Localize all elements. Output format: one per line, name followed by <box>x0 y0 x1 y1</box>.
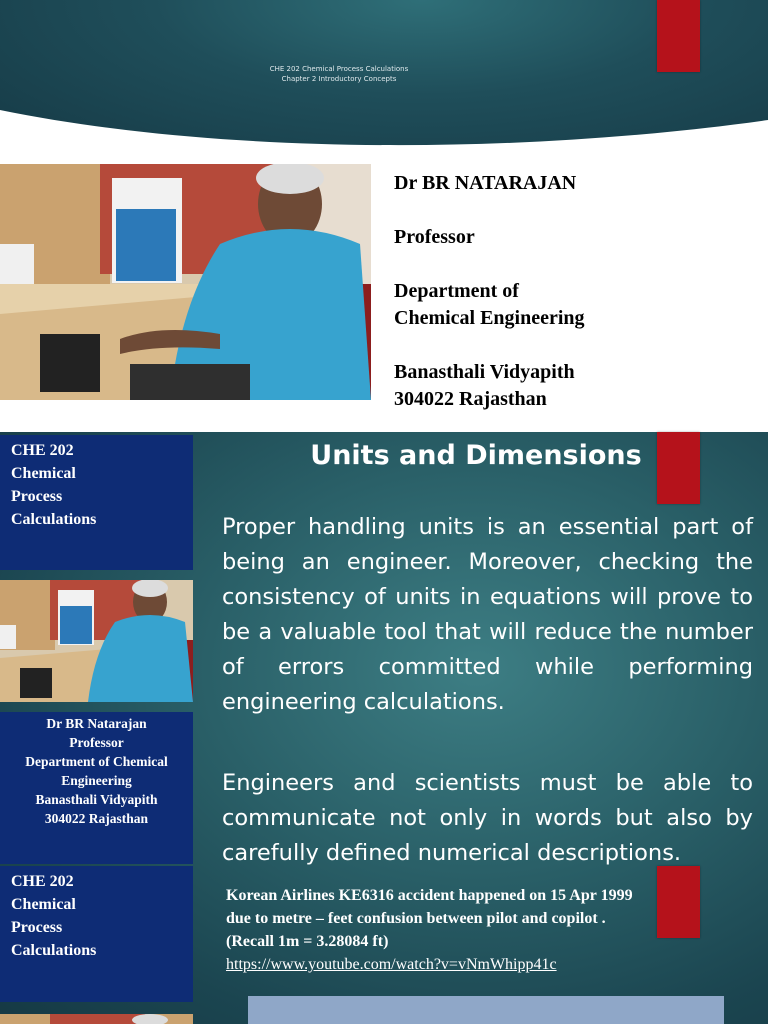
sidebar-course-block <box>0 435 193 570</box>
department-line-1: Department of <box>394 280 519 302</box>
sidebar-professor-line: Banasthali Vidyapith <box>35 792 158 807</box>
sidebar-professor-line: Dr BR Natarajan <box>46 716 147 731</box>
slide-1 <box>0 0 768 432</box>
sidebar-professor-block <box>0 712 193 864</box>
sidebar-course-line: CHE 202 <box>11 442 74 459</box>
sidebar-professor-line: Engineering <box>61 773 132 788</box>
professor-info <box>394 170 754 413</box>
header-course-title: CHE 202 Chemical Process Calculations <box>269 65 409 73</box>
sidebar-course-line: Process <box>11 919 63 936</box>
sidebar-photo-partial <box>0 1014 193 1024</box>
youtube-link[interactable]: https://www.youtube.com/watch?v=vNmWhipp41c <box>226 956 557 973</box>
department-line-2: Chemical Engineering <box>394 307 585 329</box>
accident-note <box>226 884 746 976</box>
accident-note-line: due to metre – feet confusion between pilot and copilot . <box>226 910 606 927</box>
sidebar-course-line: Process <box>11 488 63 505</box>
sidebar-course-block-repeat <box>0 866 193 1002</box>
conversion-note: (Recall 1m = 3.28084 ft) <box>226 933 389 950</box>
slide-heading: Units and Dimensions <box>310 440 642 471</box>
communication-paragraph: Engineers and scientists must be able to communicate not only in words but also by carefully defined numerical descriptions. <box>222 770 753 866</box>
sidebar-course-line: Calculations <box>11 942 97 959</box>
content-box-bottom <box>248 996 724 1024</box>
header-chapter-title: Chapter 2 Introductory Concepts <box>281 75 397 83</box>
sidebar-professor-line: 304022 Rajasthan <box>44 811 149 826</box>
sidebar-professor-photo <box>0 580 193 702</box>
sidebar-professor-line: Department of Chemical <box>25 754 168 769</box>
institution-line-2: 304022 Rajasthan <box>394 388 547 410</box>
sidebar-course-line: CHE 202 <box>11 873 74 890</box>
accident-note-line: Korean Airlines KE6316 accident happened on 15 Apr 1999 <box>226 887 633 904</box>
professor-photo <box>0 164 371 400</box>
sidebar-course-line: Chemical <box>11 896 76 913</box>
sidebar-course-line: Chemical <box>11 465 76 482</box>
units-paragraph: Proper handling units is an essential part of being an engineer. Moreover, checking the consistency of units in equations will prove to be a valuable tool that will reduce the number of errors committed while performing engineering calculations. <box>222 514 753 715</box>
header-curve <box>0 100 768 160</box>
professor-name: Dr BR NATARAJAN <box>394 172 577 194</box>
professor-title: Professor <box>394 226 475 248</box>
red-accent-tab <box>657 0 700 72</box>
slide-header-text <box>0 64 678 84</box>
institution-line-1: Banasthali Vidyapith <box>394 361 575 383</box>
sidebar-professor-line: Professor <box>69 735 124 750</box>
sidebar-course-line: Calculations <box>11 511 97 528</box>
